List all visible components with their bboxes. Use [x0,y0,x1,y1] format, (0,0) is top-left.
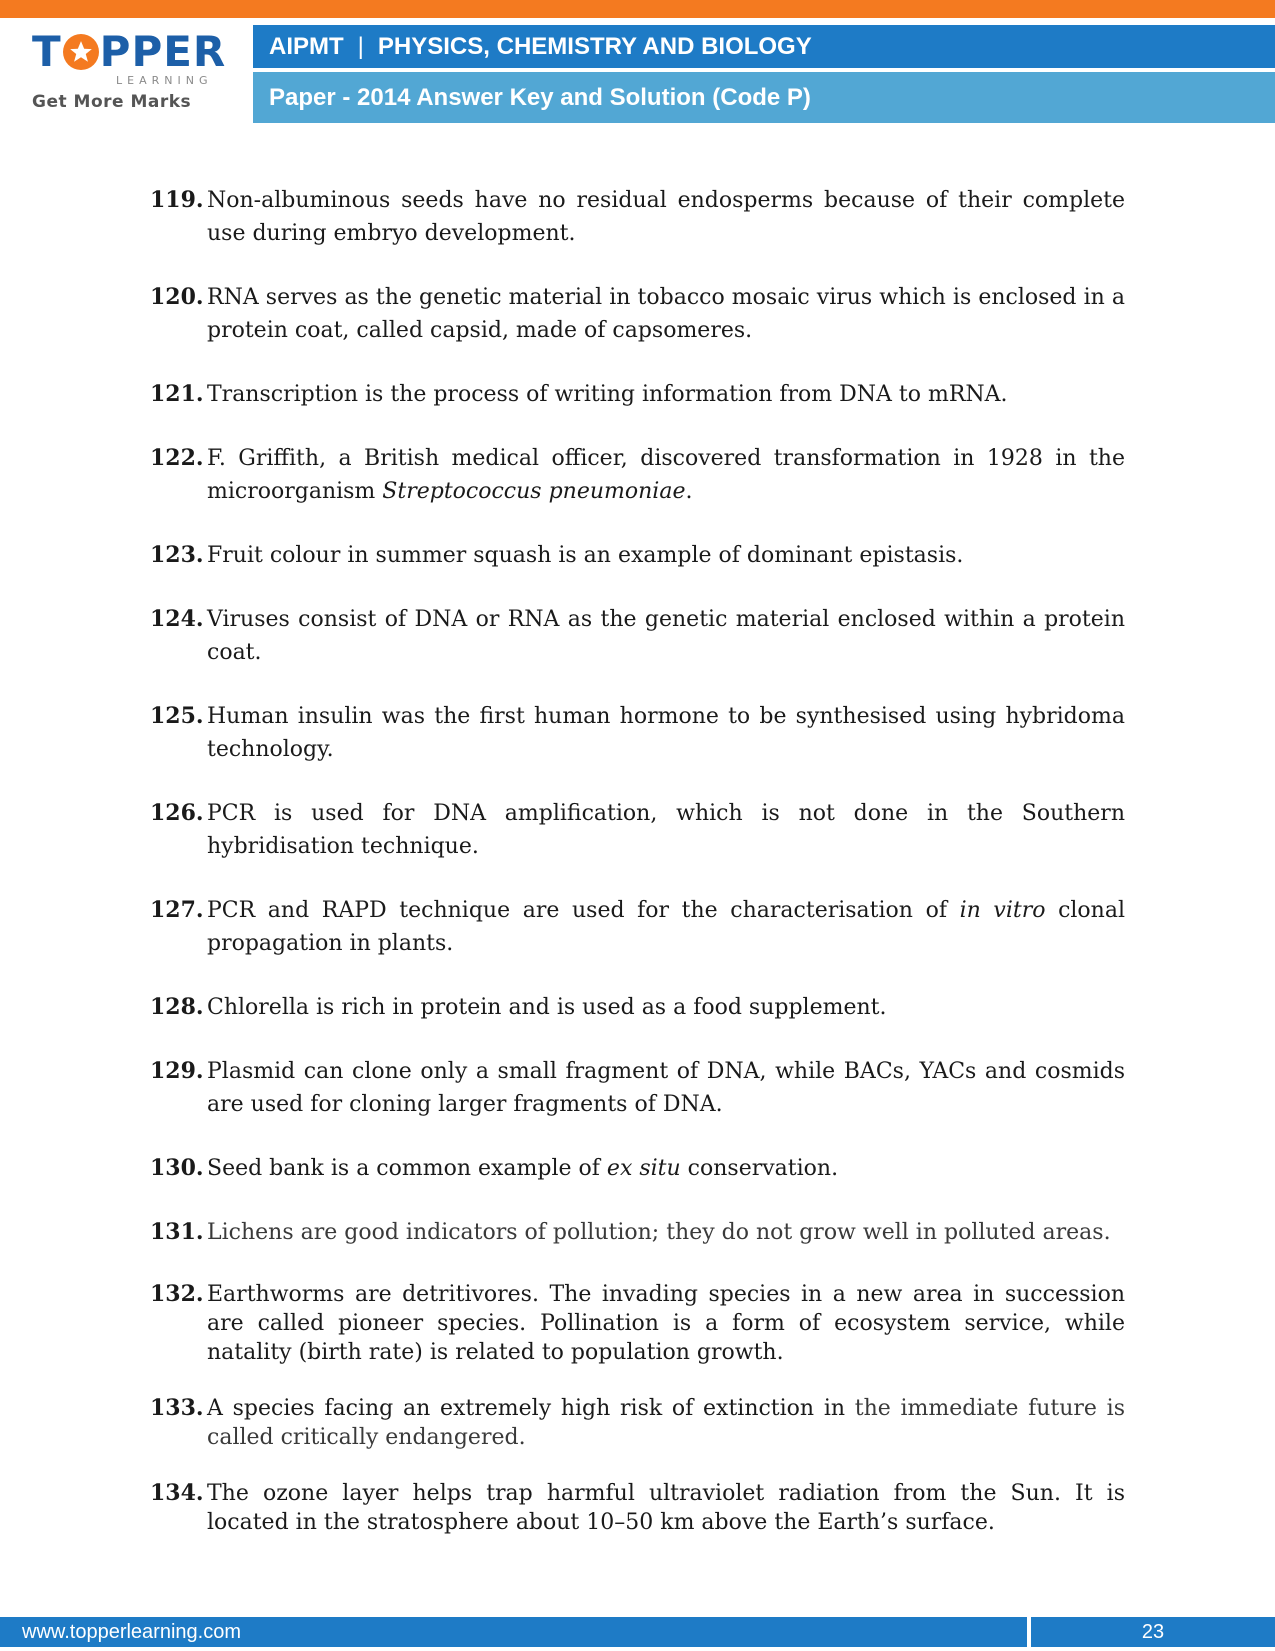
item-number: 129. [150,1058,204,1084]
item-text: Chlorella is rich in protein and is used as a food supplement. [207,995,887,1020]
topper-logo [32,27,227,120]
item-number: 121. [150,381,204,407]
answer-item [150,603,1125,669]
logo-letter-t: T [32,27,62,76]
answer-item [150,991,1125,1024]
item-text: Human insulin was the first human hormone to be synthesised using hybridoma technology. [207,704,1125,762]
item-text: Earthworms are detritivores. The invading species in a new area in succession are called pioneer species. Pollination is a form of ecosystem service, while natality (birth rate) is related to population growth. [207,1282,1125,1365]
answer-item [150,1216,1125,1249]
item-text: A species facing an extremely high risk of extinction in the immediate future is called critically endangered. [207,1396,1125,1450]
item-number: 131. [150,1219,204,1245]
website-link[interactable]: www.topperlearning.com [22,1620,241,1643]
logo-subtitle: LEARNING [116,74,213,87]
item-number: 133. [150,1395,204,1421]
answer-item [150,281,1125,347]
item-text: Viruses consist of DNA or RNA as the genetic material enclosed within a protein coat. [207,607,1125,665]
item-text: PCR and RAPD technique are used for the characterisation of in vitro clonal propagation in plants. [207,898,1126,956]
italic-term: in vitro [959,898,1046,923]
footer-page-bar [1031,1617,1275,1647]
answer-item [150,700,1125,766]
answer-item [150,1055,1125,1121]
answer-list [150,184,1125,1568]
item-number: 125. [150,703,204,729]
answer-item [150,1479,1125,1537]
item-number: 123. [150,542,204,568]
item-number: 120. [150,284,204,310]
exam-name: AIPMT [269,32,344,60]
item-text: Transcription is the process of writing information from DNA to mRNA. [207,382,1008,407]
footer-url-bar [0,1617,1027,1647]
star-icon [63,34,99,70]
item-number: 119. [150,187,204,213]
logo-wordmark [32,27,227,76]
answer-item [150,1152,1125,1185]
item-number: 122. [150,445,204,471]
top-accent-bar [0,0,1275,18]
answer-item [150,184,1125,250]
subjects-title: PHYSICS, CHEMISTRY AND BIOLOGY [377,32,812,60]
item-text: Non-albuminous seeds have no residual endosperms because of their complete use during embryo development. [207,188,1125,246]
header-exam-bar [253,25,1275,68]
answer-item [150,797,1125,863]
item-number: 124. [150,606,204,632]
logo-letters-pper: PPER [99,27,227,76]
answer-item [150,894,1125,960]
page-number: 23 [1141,1620,1165,1643]
item-text: F. Griffith, a British medical officer, discovered transformation in 1928 in the microorganism Streptococcus pneumoniae. [207,446,1125,504]
item-number: 128. [150,994,204,1020]
item-number: 132. [150,1281,204,1307]
logo-tagline: Get More Marks [32,92,192,112]
header-separator: | [357,32,364,60]
item-text: The ozone layer helps trap harmful ultraviolet radiation from the Sun. It is located in the stratosphere about 10–50 km above the Earth’s surface. [207,1481,1125,1535]
answer-item [150,378,1125,411]
answer-item [150,442,1125,508]
item-text: Fruit colour in summer squash is an example of dominant epistasis. [207,543,964,568]
answer-item [150,539,1125,572]
page-footer [0,1617,1275,1647]
item-number: 127. [150,897,204,923]
item-text: RNA serves as the genetic material in tobacco mosaic virus which is enclosed in a protein coat, called capsid, made of capsomeres. [207,285,1125,343]
item-text: Lichens are good indicators of pollution; they do not grow well in polluted areas. [207,1220,1111,1245]
answer-item [150,1394,1125,1452]
item-text: PCR is used for DNA amplification, which is not done in the Southern hybridisation technique. [207,801,1125,859]
italic-term: ex situ [606,1156,681,1181]
paper-title: Paper - 2014 Answer Key and Solution (Code P) [269,83,811,111]
header-paper-bar [253,72,1275,123]
item-number: 130. [150,1155,204,1181]
item-number: 126. [150,800,204,826]
item-text: Plasmid can clone only a small fragment of DNA, while BACs, YACs and cosmids are used for cloning larger fragments of DNA. [207,1059,1125,1117]
answer-item [150,1280,1125,1367]
species-name: Streptococcus pneumoniae [382,479,686,504]
item-number: 134. [150,1480,204,1506]
item-text: Seed bank is a common example of ex situ conservation. [207,1156,839,1181]
